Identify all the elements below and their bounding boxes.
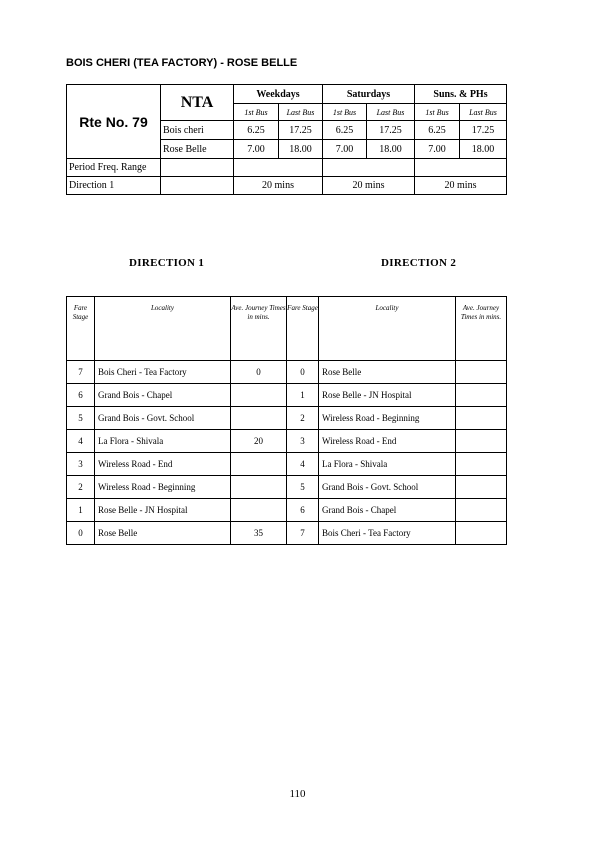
group-saturdays: Saturdays: [323, 85, 415, 104]
direction-1-heading: DIRECTION 1: [129, 257, 205, 269]
locality: Bois Cheri - Tea Factory: [319, 522, 456, 545]
locality: Wireless Road - Beginning: [95, 476, 231, 499]
table-row: [67, 407, 507, 430]
fare-stage: 6: [67, 384, 95, 407]
journey-time: [456, 522, 507, 545]
fare-stage: 0: [287, 361, 319, 384]
empty-cell: [415, 159, 507, 177]
direction-label: Direction 1: [67, 177, 161, 195]
journey-time: [456, 430, 507, 453]
operator-name: NTA: [161, 85, 234, 121]
sub-first-bus: 1st Bus: [323, 104, 367, 121]
sub-first-bus: 1st Bus: [234, 104, 279, 121]
empty-cell: [234, 159, 323, 177]
empty-cell: [161, 177, 234, 195]
locality: Wireless Road - End: [319, 430, 456, 453]
journey-time: [231, 476, 287, 499]
locality: La Flora - Shivala: [95, 430, 231, 453]
fare-stage: 6: [287, 499, 319, 522]
fare-stage: 2: [287, 407, 319, 430]
journey-time-header: Ave. Journey Times in mins.: [231, 297, 287, 361]
fare-stage: 0: [67, 522, 95, 545]
table-row: [67, 499, 507, 522]
fare-stage: 3: [287, 430, 319, 453]
frequency-weekdays: 20 mins: [234, 177, 323, 195]
locality: Grand Bois - Govt. School: [319, 476, 456, 499]
journey-time: [456, 476, 507, 499]
journey-time: [456, 499, 507, 522]
place-name: Bois cheri: [161, 121, 234, 140]
journey-time: [231, 384, 287, 407]
locality: Grand Bois - Chapel: [319, 499, 456, 522]
sub-last-bus: Last Bus: [279, 104, 323, 121]
locality: Grand Bois - Chapel: [95, 384, 231, 407]
frequency-sundays: 20 mins: [415, 177, 507, 195]
place-name: Rose Belle: [161, 140, 234, 159]
direction-2-heading: DIRECTION 2: [381, 257, 457, 269]
locality: Rose Belle - JN Hospital: [319, 384, 456, 407]
fare-stage-header: Fare Stage: [67, 297, 95, 361]
empty-cell: [323, 159, 415, 177]
time-cell: 6.25: [234, 121, 279, 140]
time-cell: 18.00: [279, 140, 323, 159]
route-title: BOIS CHERI (TEA FACTORY) - ROSE BELLE: [66, 57, 298, 69]
time-cell: 7.00: [323, 140, 367, 159]
fare-stage-table: [66, 296, 507, 545]
fare-stage: 3: [67, 453, 95, 476]
time-cell: 18.00: [460, 140, 507, 159]
table-row: [67, 522, 507, 545]
period-label: Period Freq. Range: [67, 159, 161, 177]
locality: Wireless Road - Beginning: [319, 407, 456, 430]
table-row: [67, 476, 507, 499]
time-cell: 6.25: [323, 121, 367, 140]
journey-time: 35: [231, 522, 287, 545]
locality: Rose Belle: [319, 361, 456, 384]
sub-first-bus: 1st Bus: [415, 104, 460, 121]
locality: Bois Cheri - Tea Factory: [95, 361, 231, 384]
frequency-saturdays: 20 mins: [323, 177, 415, 195]
time-cell: 7.00: [234, 140, 279, 159]
fare-stage: 4: [67, 430, 95, 453]
time-cell: 17.25: [460, 121, 507, 140]
journey-time: 20: [231, 430, 287, 453]
locality: La Flora - Shivala: [319, 453, 456, 476]
table-row: [67, 430, 507, 453]
journey-time: [231, 499, 287, 522]
empty-cell: [161, 159, 234, 177]
locality-header: Locality: [319, 297, 456, 361]
locality: Rose Belle: [95, 522, 231, 545]
journey-time: [456, 384, 507, 407]
fare-stage: 7: [67, 361, 95, 384]
sub-last-bus: Last Bus: [367, 104, 415, 121]
time-cell: 7.00: [415, 140, 460, 159]
page-number: 110: [289, 788, 306, 800]
period-row: [67, 159, 507, 177]
table-row: [67, 453, 507, 476]
fare-stage: 7: [287, 522, 319, 545]
route-number: Rte No. 79: [67, 85, 161, 159]
fare-stage: 1: [67, 499, 95, 522]
time-cell: 18.00: [367, 140, 415, 159]
journey-time: [456, 361, 507, 384]
journey-time: [456, 453, 507, 476]
timetable: [66, 84, 507, 195]
time-cell: 6.25: [415, 121, 460, 140]
journey-time: [231, 407, 287, 430]
table-row: [67, 384, 507, 407]
time-cell: 17.25: [279, 121, 323, 140]
group-weekdays: Weekdays: [234, 85, 323, 104]
table-row: [67, 361, 507, 384]
journey-time: [456, 407, 507, 430]
locality-header: Locality: [95, 297, 231, 361]
locality: Wireless Road - End: [95, 453, 231, 476]
fare-stage: 2: [67, 476, 95, 499]
journey-time-header: Ave. Journey Times in mins.: [456, 297, 507, 361]
journey-time: [231, 453, 287, 476]
journey-time: 0: [231, 361, 287, 384]
group-sundays: Suns. & PHs: [415, 85, 507, 104]
fare-stage: 1: [287, 384, 319, 407]
fare-stage: 4: [287, 453, 319, 476]
locality: Grand Bois - Govt. School: [95, 407, 231, 430]
locality: Rose Belle - JN Hospital: [95, 499, 231, 522]
fare-stage: 5: [287, 476, 319, 499]
fare-stage-header: Fare Stage: [287, 297, 319, 361]
fare-stage: 5: [67, 407, 95, 430]
sub-last-bus: Last Bus: [460, 104, 507, 121]
direction-row: [67, 177, 507, 195]
time-cell: 17.25: [367, 121, 415, 140]
